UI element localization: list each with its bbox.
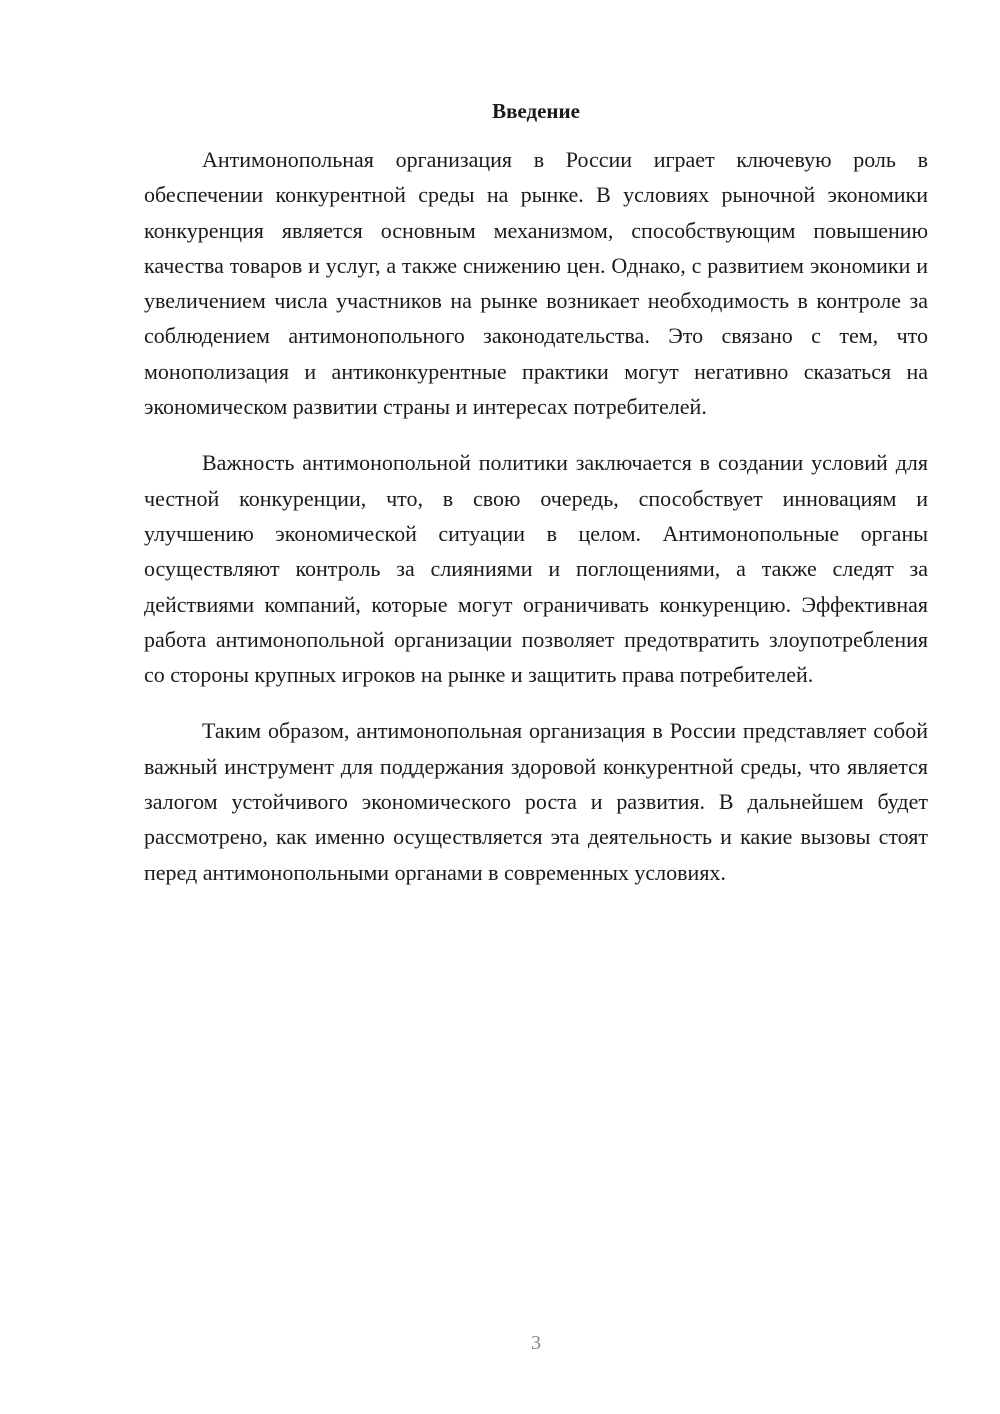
paragraph-2: Важность антимонопольной политики заключается в создании условий для честной конкуренции, что, в свою очередь, способствует инновациям и улучшению экономической ситуации в целом. Антимонопольные органы осуществляют контроль за слияниями и поглощениями, а также следят за действиями компаний, которые могут ограничивать конкуренцию. Эффективная работа антимонопольной организации позволяет предотвратить злоупотребления со стороны крупных игроков на рынке и защитить права потребителей.	[144, 450, 928, 688]
paragraph-3: Таким образом, антимонопольная организация в России представляет собой важный инструмент для поддержания здоровой конкурентной среды, что является залогом устойчивого экономического роста и развития. В дальнейшем будет рассмотрено, как именно осуществляется эта деятельность и какие вызовы стоят перед антимонопольными органами в современных условиях.	[144, 718, 928, 885]
section-heading: Введение	[492, 99, 580, 123]
page-number: 3	[531, 1332, 541, 1354]
paragraph-1: Антимонопольная организация в России играет ключевую роль в обеспечении конкурентной среды на рынке. В условиях рыночной экономики конкуренция является основным механизмом, способствующим повышению качества товаров и услуг, а также снижению цен. Однако, с развитием экономики и увеличением числа участников на рынке возникает необходимость в контроле за соблюдением антимонопольного законодательства. Это связано с тем, что монополизация и антиконкурентные практики могут негативно сказаться на экономическом развитии страны и интересах потребителей.	[144, 147, 928, 420]
body-text	[144, 142, 928, 911]
